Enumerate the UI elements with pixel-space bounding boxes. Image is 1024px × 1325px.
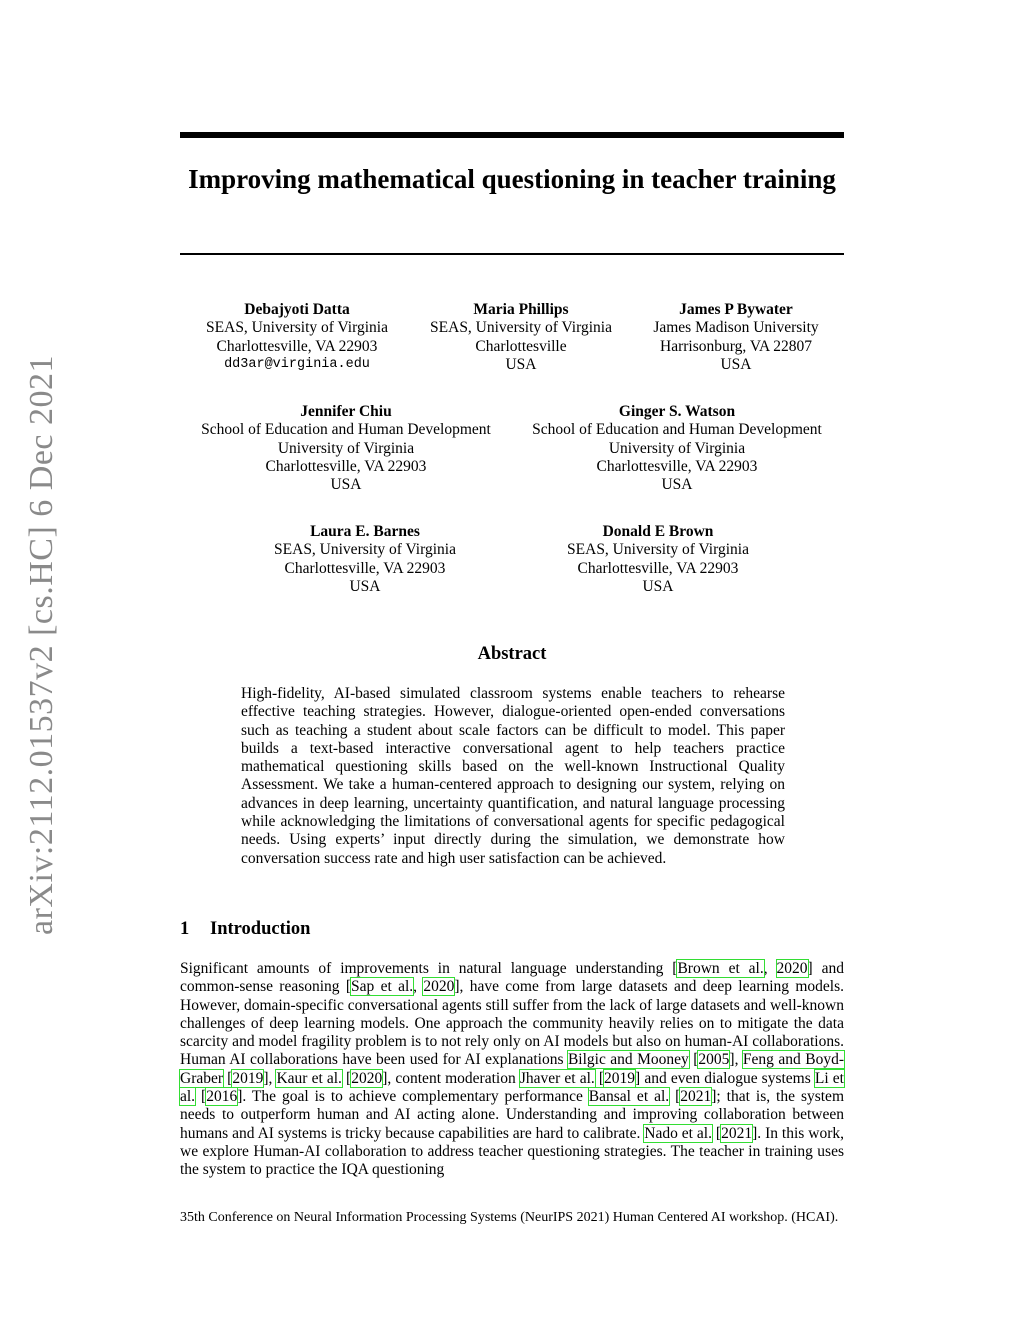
author-block xyxy=(255,523,475,596)
intro-text: [ xyxy=(688,1051,699,1069)
author-name: Debajyoti Datta xyxy=(244,301,350,318)
author-block xyxy=(626,301,846,374)
section-title: Introduction xyxy=(210,919,311,939)
author-affiliation: James Madison University xyxy=(653,319,819,337)
citation-link[interactable]: Kaur et al. xyxy=(276,1069,342,1087)
author-address: Charlottesville, VA 22903 xyxy=(284,559,446,577)
intro-text: [ xyxy=(594,1069,605,1087)
author-name: Donald E Brown xyxy=(602,523,714,540)
author-country: USA xyxy=(330,476,362,494)
author-country: USA xyxy=(642,577,674,595)
author-university: University of Virginia xyxy=(277,439,415,457)
intro-text: [ xyxy=(195,1088,207,1106)
author-block xyxy=(181,403,511,494)
intro-text: ], content moderation xyxy=(382,1069,520,1087)
citation-link[interactable]: 2020 xyxy=(351,1069,383,1087)
author-address: Charlottesville, VA 22903 xyxy=(265,457,427,475)
arxiv-identifier-text: arXiv:2112.01537v2 [cs.HC] 6 Dec 2021 xyxy=(23,354,60,936)
intro-text: ], xyxy=(263,1069,277,1087)
citation-link[interactable]: 2021 xyxy=(680,1088,712,1106)
author-address: Charlottesville, VA 22903 xyxy=(577,559,739,577)
title-rule-top xyxy=(180,132,844,138)
intro-text: ] and common-sense reasoning [ xyxy=(180,960,845,996)
author-affiliation: SEAS, University of Virginia xyxy=(567,541,749,559)
author-country: USA xyxy=(349,577,381,595)
author-name: Maria Phillips xyxy=(473,301,569,318)
title-rule-bottom xyxy=(180,253,844,255)
intro-text: ], xyxy=(729,1051,743,1069)
author-block xyxy=(186,301,408,374)
intro-text: ]. In this work, we explore Human-AI collaboration to address teacher questioning strategies. The teacher in training uses the system to practice the IQA questioning xyxy=(180,1124,844,1179)
author-university: University of Virginia xyxy=(608,439,746,457)
intro-text: [ xyxy=(341,1069,352,1087)
abstract-body: High-fidelity, AI-based simulated classroom systems enable teachers to rehearse effective teaching strategies. However, dialogue-oriented open-ended conversations such as teaching a student about scale factors can be difficult to model. This paper builds a text-based interactive conversational agent to help teachers practice mathematical questioning skills based on the well-known Instructional Quality Assessment. We take a human-centered approach to designing our system, relying on advances in deep learning, uncertainty quantification, and natural language processing while acknowledging the limitations of conversational agents for specific pedagogical needs. Using experts’ input directly during the simulation, we demonstrate how conversation success rate and high user satisfaction can be achieved. xyxy=(241,685,785,867)
intro-text: [ xyxy=(669,1088,681,1106)
author-name: James P Bywater xyxy=(679,301,793,318)
author-country: USA xyxy=(505,355,537,373)
author-block xyxy=(410,301,632,374)
intro-text: , xyxy=(763,960,777,977)
intro-text: ], have come from large datasets and deep learning models. However, domain-specific conversational agents still suffer from the lack of large datasets and well-known challenges of deep learning models. One approach the community heavily relies on to mitigate the data scarcity and model fragility problem is to not rely only on AI models but also on human-AI collaborations. Human AI collaborations have been used for AI explanations xyxy=(180,978,845,1069)
citation-link[interactable]: 2020 xyxy=(776,960,808,977)
author-affiliation: School of Education and Human Development xyxy=(532,421,822,439)
author-block xyxy=(548,523,768,596)
citation-link[interactable]: 2019 xyxy=(604,1069,636,1087)
section-heading xyxy=(180,919,310,940)
citation-link[interactable]: 2020 xyxy=(423,978,455,996)
author-affiliation: School of Education and Human Development xyxy=(201,421,491,439)
intro-text: [ xyxy=(223,1069,233,1087)
intro-text: ]. The goal is to achieve complementary performance xyxy=(237,1088,589,1106)
intro-text: ]; that is, the system needs to outperform human and AI acting alone. Understanding and improving collaboration between humans and AI systems is tricky because capabilities are hard to calibrate. xyxy=(180,1088,844,1142)
citation-link[interactable]: Nado et al. xyxy=(644,1124,712,1142)
author-address: Charlottesville, VA 22903 xyxy=(216,337,378,355)
author-name: Jennifer Chiu xyxy=(300,403,392,420)
citation-link[interactable]: 2005 xyxy=(698,1051,730,1069)
author-email: dd3ar@virginia.edu xyxy=(224,356,370,372)
author-address: Harrisonburg, VA 22807 xyxy=(660,337,812,355)
citation-link[interactable]: Jhaver et al. xyxy=(519,1069,595,1087)
author-name: Laura E. Barnes xyxy=(310,523,420,540)
intro-text: Significant amounts of improvements in natural language understanding [ xyxy=(180,960,678,977)
author-affiliation: SEAS, University of Virginia xyxy=(274,541,456,559)
intro-paragraph xyxy=(180,960,844,1180)
citation-link[interactable]: 2021 xyxy=(721,1124,753,1142)
author-address: Charlottesville xyxy=(475,337,567,355)
author-country: USA xyxy=(661,476,693,494)
citation-link[interactable]: Feng and Boyd-Graber xyxy=(180,1051,844,1087)
section-number: 1 xyxy=(180,919,190,939)
conference-footnote: 35th Conference on Neural Information Processing Systems (NeurIPS 2021) Human Centered AI workshop. (HCAI). xyxy=(180,1210,839,1225)
citation-link[interactable]: Bansal et al. xyxy=(588,1088,670,1106)
citation-link[interactable]: Sap et al. xyxy=(351,978,414,996)
citation-link[interactable]: Li et al. xyxy=(180,1069,844,1106)
abstract-heading: Abstract xyxy=(477,644,547,664)
intro-text: ] and even dialogue systems xyxy=(635,1069,815,1087)
citation-link[interactable]: 2019 xyxy=(232,1069,264,1087)
intro-text: [ xyxy=(712,1124,722,1142)
author-address: Charlottesville, VA 22903 xyxy=(596,457,758,475)
author-name: Ginger S. Watson xyxy=(618,403,736,420)
citation-link[interactable]: Bilgic and Mooney xyxy=(567,1051,689,1069)
author-country: USA xyxy=(720,355,752,373)
citation-link[interactable]: Brown et al. xyxy=(677,960,764,977)
paper-title: Improving mathematical questioning in teacher training xyxy=(188,164,836,194)
author-block xyxy=(512,403,842,494)
citation-link[interactable]: 2016 xyxy=(206,1088,238,1106)
author-affiliation: SEAS, University of Virginia xyxy=(430,319,612,337)
author-affiliation: SEAS, University of Virginia xyxy=(206,319,388,337)
intro-text: , xyxy=(413,978,424,996)
